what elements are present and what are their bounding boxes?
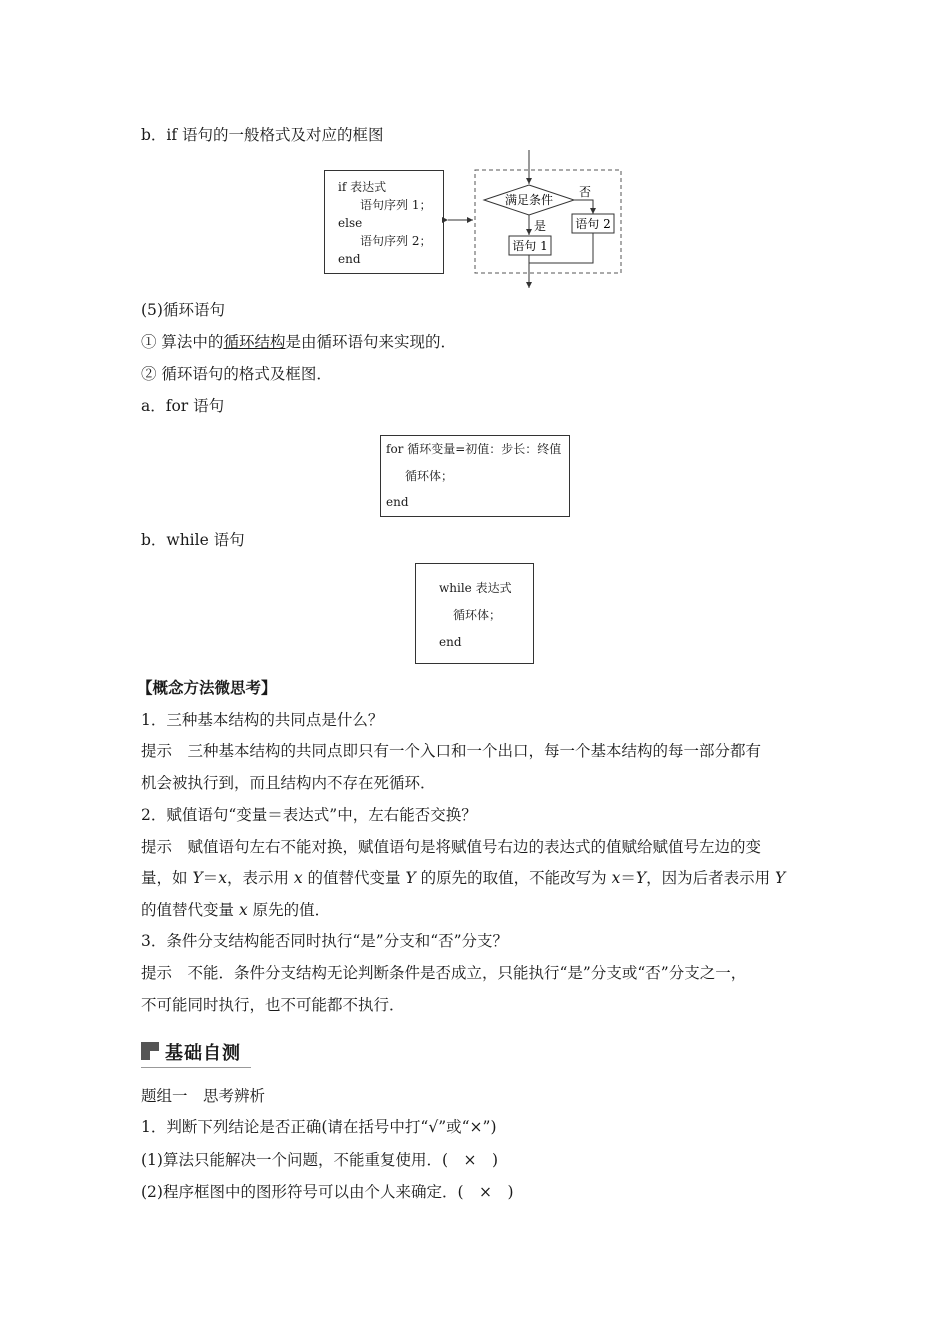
think-a2-line-3: 的值替代变量 x 原先的值． [141, 901, 331, 919]
think-title: 【概念方法微思考】 [137, 678, 277, 697]
if-code-line-4: 语句序列 2； [360, 234, 432, 248]
self-test-group: 题组一 思考辨析 [141, 1087, 266, 1105]
loop-para-1-suffix: 是由循环语句来实现的． [285, 333, 456, 351]
loop-para-2: ② 循环语句的格式及框图． [141, 365, 332, 383]
for-code-line-1: for 循环变量=初值：步长：终值 [386, 442, 562, 456]
if-code-line-2: 语句序列 1； [360, 198, 432, 212]
for-code-line-2: 循环体； [405, 469, 454, 483]
for-heading: a．for 语句 [141, 397, 225, 415]
if-flowchart [440, 150, 630, 295]
while-code-line-2: 循环体； [453, 608, 502, 622]
stmt1-label: 语句 1 [512, 239, 548, 253]
think-q2: 2．赋值语句“变量＝表达式”中，左右能否交换？ [141, 806, 477, 824]
if-code-box [324, 170, 444, 274]
self-test-q1: 1．判断下列结论是否正确(请在括号中打“√”或“×”) [141, 1118, 497, 1136]
if-code-line-3: else [338, 216, 363, 230]
while-code-line-1: while 表达式 [439, 581, 512, 595]
while-code-box [415, 563, 534, 664]
think-a3-line-2: 不可能同时执行，也不可能都不执行． [141, 996, 405, 1014]
if-heading: b．if 语句的一般格式及对应的框图 [141, 126, 384, 144]
condition-label: 满足条件 [504, 193, 554, 207]
for-code-line-3: end [386, 495, 409, 509]
loop-para-1-prefix: ① 算法中的 [141, 333, 224, 351]
self-test-statement-2: (2)程序框图中的图形符号可以由个人来确定．( × ) [141, 1183, 514, 1201]
think-q3: 3．条件分支结构能否同时执行“是”分支和“否”分支？ [141, 932, 509, 950]
loop-heading: (5)循环语句 [141, 301, 225, 319]
yes-label: 是 [534, 219, 547, 233]
think-q1: 1．三种基本结构的共同点是什么？ [141, 711, 384, 729]
section-title: 基础自测 [165, 1043, 241, 1064]
section-square-icon-notch [150, 1051, 159, 1060]
if-code-line-1: if 表达式 [338, 180, 387, 194]
think-a1-line-1: 提示 三种基本结构的共同点即只有一个入口和一个出口，每一个基本结构的每一部分都有 [141, 742, 762, 760]
think-a3-line-1: 提示 不能．条件分支结构无论判断条件是否成立，只能执行“是”分支或“否”分支之一， [141, 964, 747, 982]
if-code-line-5: end [338, 252, 361, 266]
loop-para-1 [141, 332, 456, 352]
think-a1-line-2: 机会被执行到，而且结构内不存在死循环． [141, 774, 436, 792]
loop-structure-term: 循环结构 [223, 333, 286, 351]
section-header-self-test [141, 1037, 251, 1068]
while-heading: b．while 语句 [141, 531, 245, 549]
self-test-statement-1: (1)算法只能解决一个问题，不能重复使用．( × ) [141, 1151, 499, 1169]
while-code-line-3: end [439, 635, 462, 649]
for-code-box [380, 435, 570, 517]
think-a2-line-2: 量，如 Y＝x，表示用 x 的值替代变量 Y 的原先的取值，不能改写为 x＝Y，因为后者表示用 Y [141, 869, 786, 887]
no-label: 否 [579, 185, 592, 199]
stmt2-label: 语句 2 [575, 217, 611, 231]
think-a2-line-1: 提示 赋值语句左右不能对换，赋值语句是将赋值号右边的表达式的值赋给赋值号左边的变 [141, 838, 762, 856]
